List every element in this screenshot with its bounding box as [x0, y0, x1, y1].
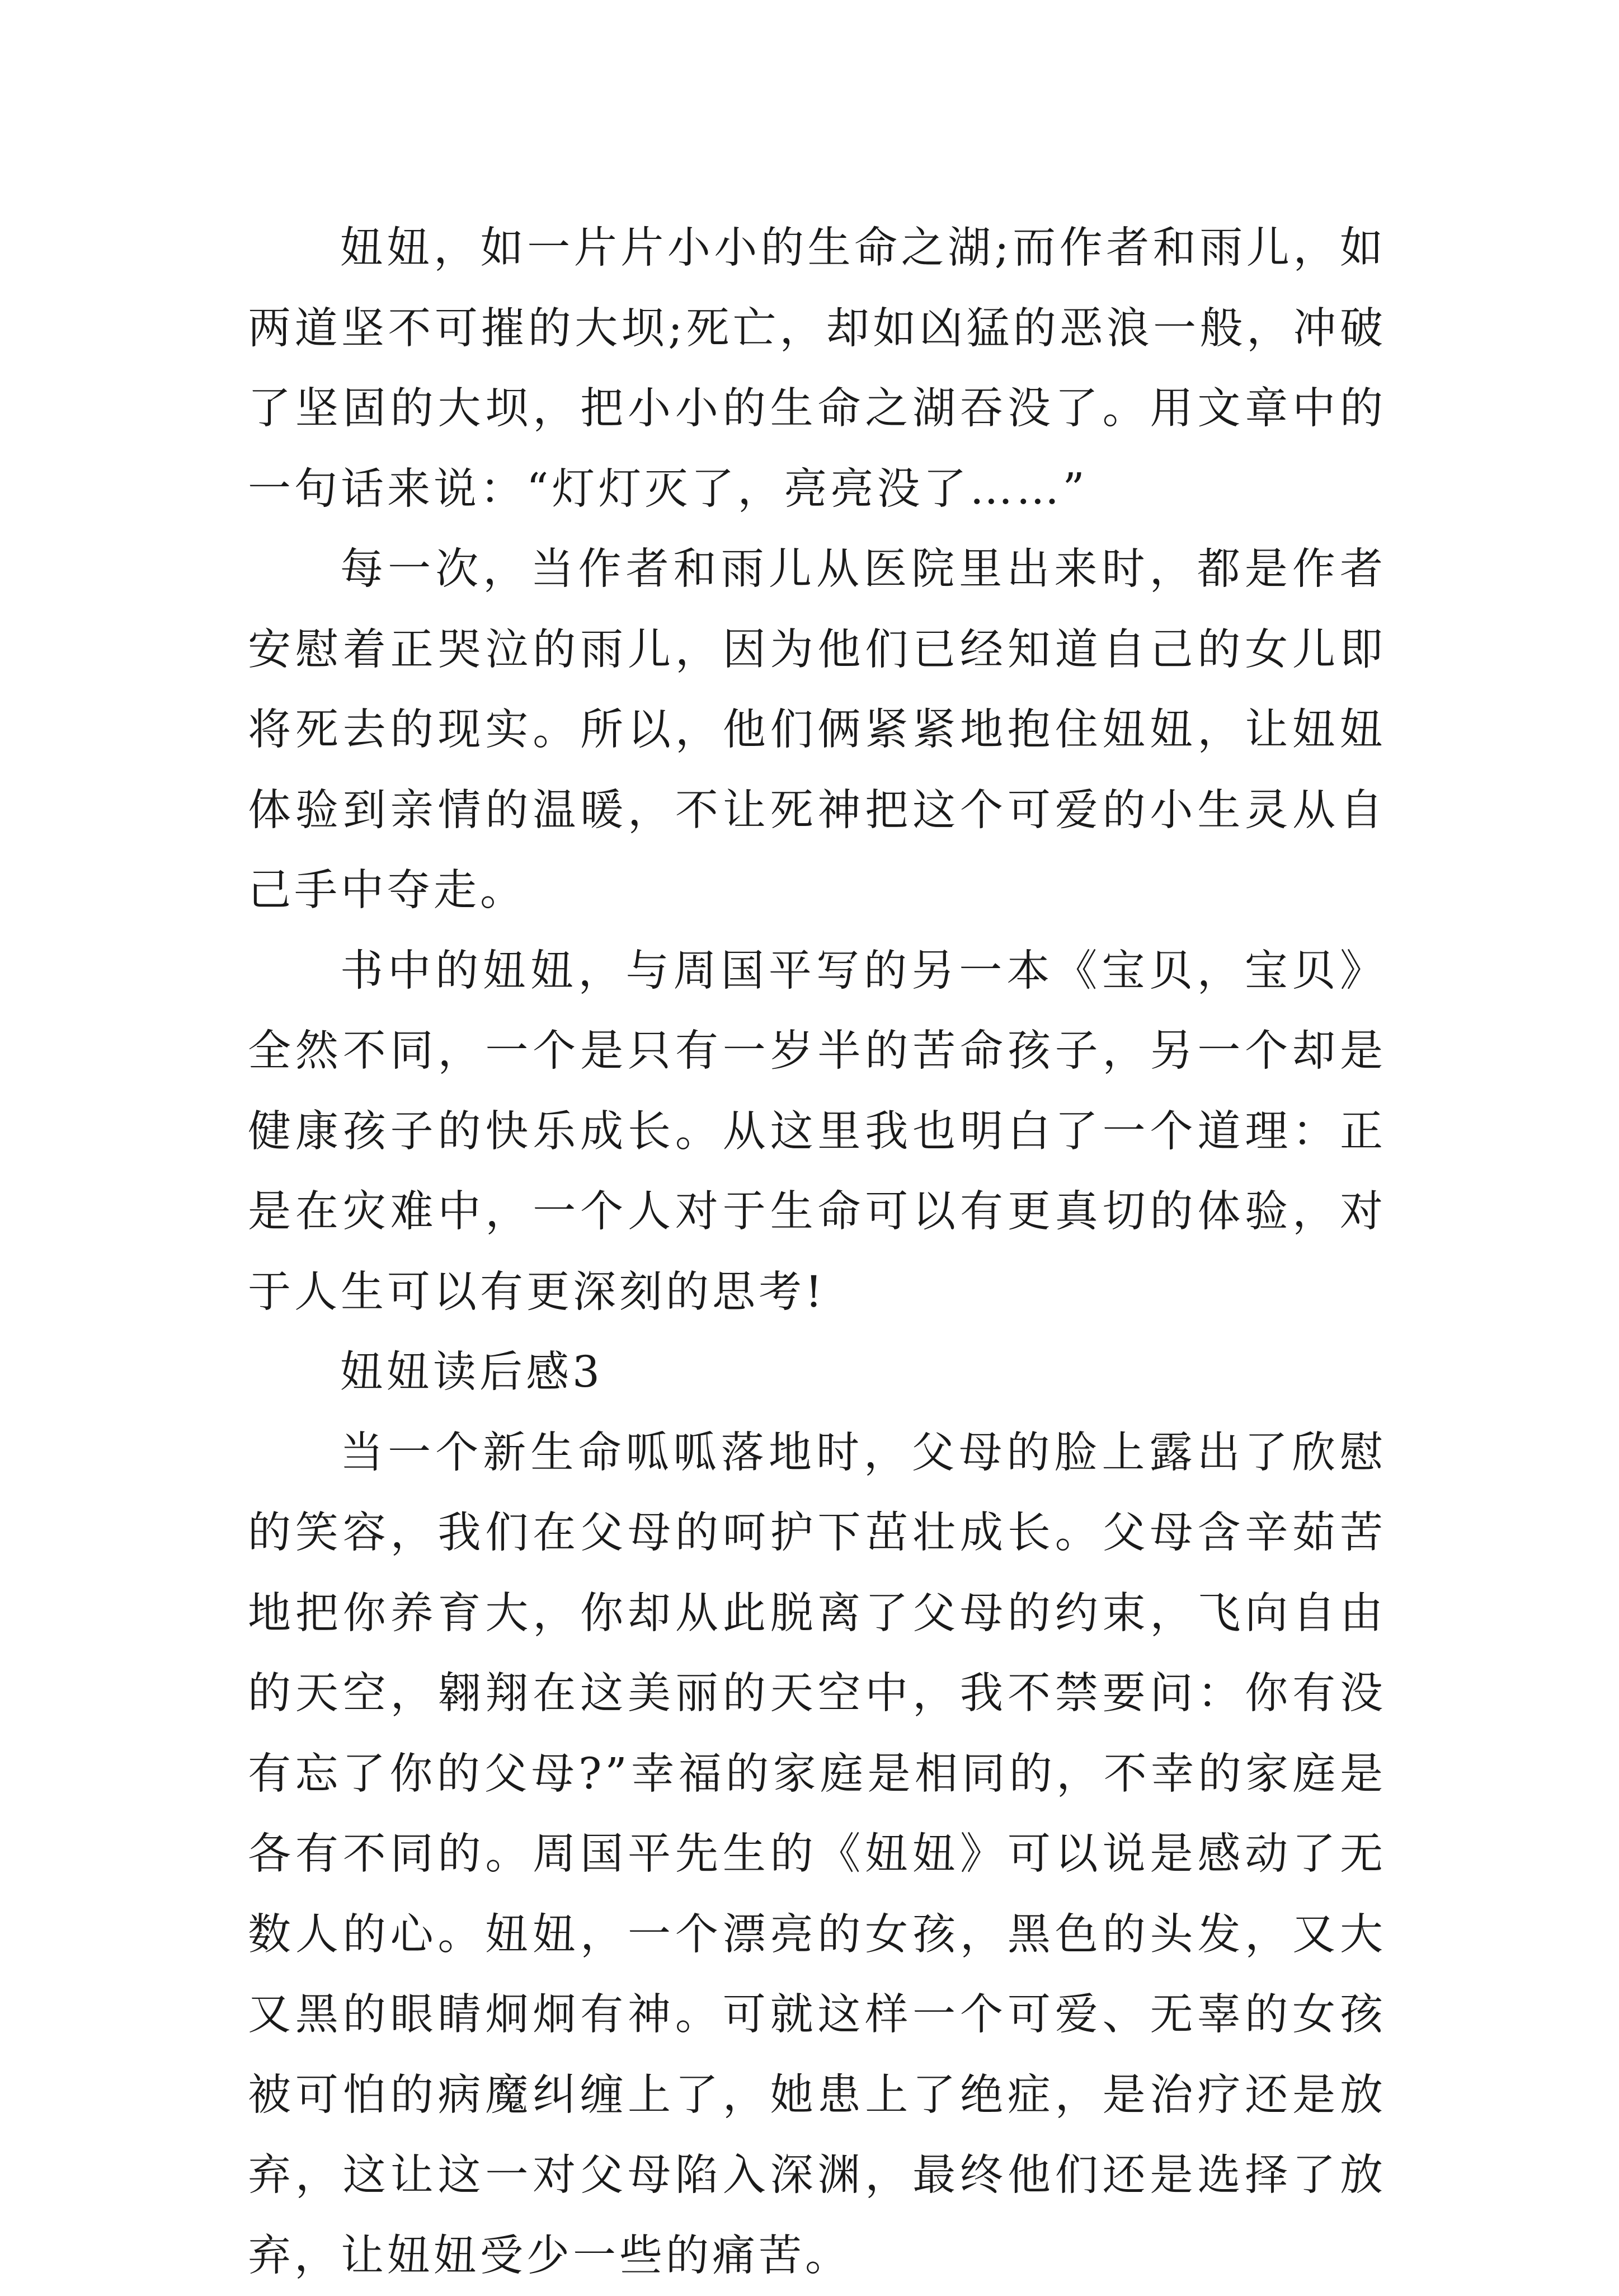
document-body [248, 208, 1386, 2296]
paragraph: 妞妞，如一片片小小的生命之湖;而作者和雨儿，如两道坚不可摧的大坝;死亡，却如凶猛的恶浪一般，冲破了坚固的大坝，把小小的生命之湖吞没了。用文章中的一句话来说：“灯灯灭了，亮亮没了……” [248, 208, 1386, 529]
paragraph: 每一次，当作者和雨儿从医院里出来时，都是作者安慰着正哭泣的雨儿，因为他们已经知道自己的女儿即将死去的现实。所以，他们俩紧紧地抱住妞妞，让妞妞体验到亲情的温暖，不让死神把这个可爱的小生灵从自己手中夺走。 [248, 529, 1386, 931]
paragraph: 书中的妞妞，与周国平写的另一本《宝贝，宝贝》全然不同，一个是只有一岁半的苦命孩子，另一个却是健康孩子的快乐成长。从这里我也明白了一个道理：正是在灾难中，一个人对于生命可以有更真切的体验，对于人生可以有更深刻的思考! [248, 931, 1386, 1333]
paragraph: 当一个新生命呱呱落地时，父母的脸上露出了欣慰的笑容，我们在父母的呵护下茁壮成长。父母含辛茹苦地把你养育大，你却从此脱离了父母的约束，飞向自由的天空，翱翔在这美丽的天空中，我不禁要问：你有没有忘了你的父母?”幸福的家庭是相同的，不幸的家庭是各有不同的。周国平先生的《妞妞》可以说是感动了无数人的心。妞妞，一个漂亮的女孩，黑色的头发，又大又黑的眼睛炯炯有神。可就这样一个可爱、无辜的女孩被可怕的病魔纠缠上了，她患上了绝症，是治疗还是放弃，这让这一对父母陷入深渊，最终他们还是选择了放弃，让妞妞受少一些的痛苦。 [248, 1413, 1386, 2296]
section-heading: 妞妞读后感3 [248, 1332, 1386, 1413]
